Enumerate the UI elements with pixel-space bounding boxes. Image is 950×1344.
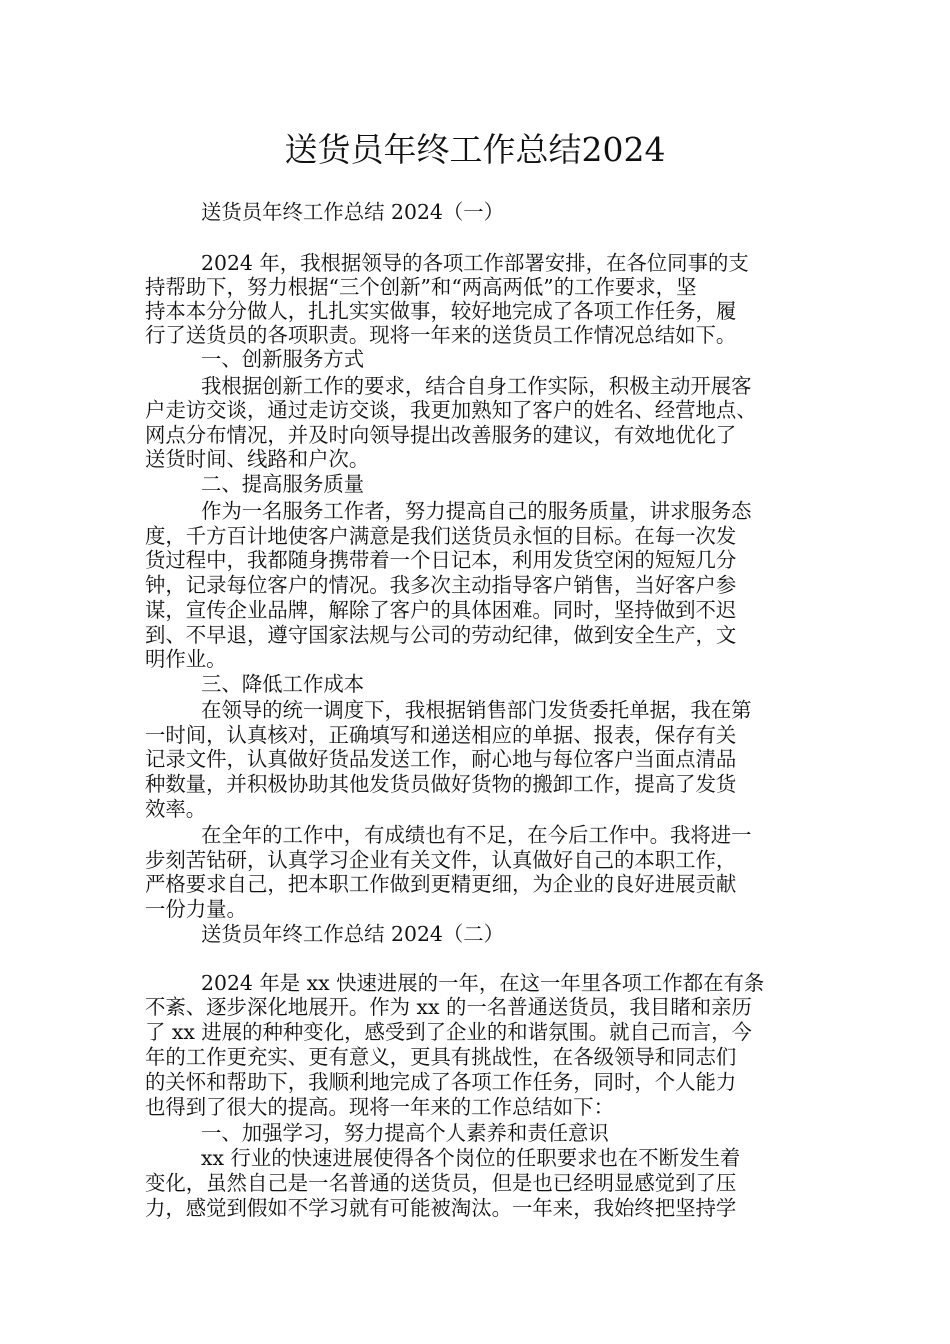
paragraph-line: 一时间，认真核对，正确填写和递送相应的单据、报表，保存有关 bbox=[145, 723, 737, 747]
paragraph-line: 送货时间、线路和户次。 bbox=[145, 447, 370, 471]
section-heading: 送货员年终工作总结 2024（一） bbox=[201, 200, 505, 224]
paragraph-line: 了 xx 进展的种种变化，感受到了企业的和谐氛围。就自己而言，今 bbox=[145, 1020, 752, 1044]
paragraph-line: xx 行业的快速进展使得各个岗位的任职要求也在不断发生着 bbox=[201, 1146, 741, 1170]
subheading: 一、加强学习，努力提高个人素养和责任意识 bbox=[201, 1121, 609, 1145]
document-title: 送货员年终工作总结2024 bbox=[284, 130, 666, 169]
paragraph-line: 也得到了很大的提高。现将一年来的工作总结如下： bbox=[145, 1095, 614, 1119]
paragraph-line: 作为一名服务工作者，努力提高自己的服务质量，讲求服务态 bbox=[201, 499, 752, 523]
paragraph-line: 不紊、逐步深化地展开。作为 xx 的一名普通送货员，我目睹和亲历 bbox=[145, 995, 752, 1019]
paragraph-line: 网点分布情况，并及时向领导提出改善服务的建议，有效地优化了 bbox=[145, 423, 737, 447]
paragraph-line: 种数量，并积极协助其他发货员做好货物的搬卸工作，提高了发货 bbox=[145, 772, 737, 796]
paragraph-line: 谋，宣传企业品牌，解除了客户的具体困难。同时，坚持做到不迟 bbox=[145, 598, 737, 622]
paragraph-line: 在全年的工作中，有成绩也有不足，在今后工作中。我将进一 bbox=[201, 823, 752, 847]
subheading: 二、提高服务质量 bbox=[201, 472, 365, 496]
paragraph-line: 钟，记录每位客户的情况。我多次主动指导客户销售，当好客户参 bbox=[145, 573, 737, 597]
paragraph-line: 步刻苦钻研，认真学习企业有关文件，认真做好自己的本职工作， bbox=[145, 848, 737, 872]
paragraph-line: 效率。 bbox=[145, 797, 207, 821]
paragraph-line: 持帮助下，努力根据“三个创新”和“两高两低”的工作要求，坚 bbox=[145, 275, 697, 299]
paragraph-line: 度，千方百计地使客户满意是我们送货员永恒的目标。在每一次发 bbox=[145, 524, 737, 548]
paragraph-line: 我根据创新工作的要求，结合自身工作实际，积极主动开展客 bbox=[201, 374, 752, 398]
paragraph-line: 一份力量。 bbox=[145, 897, 247, 921]
paragraph-line: 2024 年，我根据领导的各项工作部署安排，在各位同事的支 bbox=[201, 251, 749, 275]
paragraph-line: 明作业。 bbox=[145, 647, 227, 671]
paragraph-line: 变化，虽然自己是一名普通的送货员，但是也已经明显感觉到了压 bbox=[145, 1171, 737, 1195]
paragraph-line: 到、不早退，遵守国家法规与公司的劳动纪律，做到安全生产，文 bbox=[145, 623, 737, 647]
paragraph-line: 力，感觉到假如不学习就有可能被淘汰。一年来，我始终把坚持学 bbox=[145, 1196, 737, 1220]
paragraph-line: 户走访交谈，通过走访交谈，我更加熟知了客户的姓名、经营地点、 bbox=[145, 398, 757, 422]
paragraph-line: 行了送货员的各项职责。现将一年来的送货员工作情况总结如下。 bbox=[145, 323, 737, 347]
subheading: 三、降低工作成本 bbox=[201, 672, 365, 696]
paragraph-line: 2024 年是 xx 快速进展的一年，在这一年里各项工作都在有条 bbox=[201, 971, 765, 995]
subheading: 一、创新服务方式 bbox=[201, 347, 365, 371]
paragraph-line: 货过程中，我都随身携带着一个日记本，利用发货空闲的短短几分 bbox=[145, 548, 737, 572]
paragraph-line: 记录文件，认真做好货品发送工作，耐心地与每位客户当面点清品 bbox=[145, 747, 737, 771]
paragraph-line: 年的工作更充实、更有意义，更具有挑战性，在各级领导和同志们 bbox=[145, 1045, 737, 1069]
paragraph-line: 的关怀和帮助下，我顺利地完成了各项工作任务，同时，个人能力 bbox=[145, 1070, 737, 1094]
paragraph-line: 持本本分分做人，扎扎实实做事，较好地完成了各项工作任务，履 bbox=[145, 299, 737, 323]
section-heading: 送货员年终工作总结 2024（二） bbox=[201, 922, 505, 946]
paragraph-line: 严格要求自己，把本职工作做到更精更细，为企业的良好进展贡献 bbox=[145, 872, 737, 896]
paragraph-line: 在领导的统一调度下，我根据销售部门发货委托单据，我在第 bbox=[201, 698, 752, 722]
